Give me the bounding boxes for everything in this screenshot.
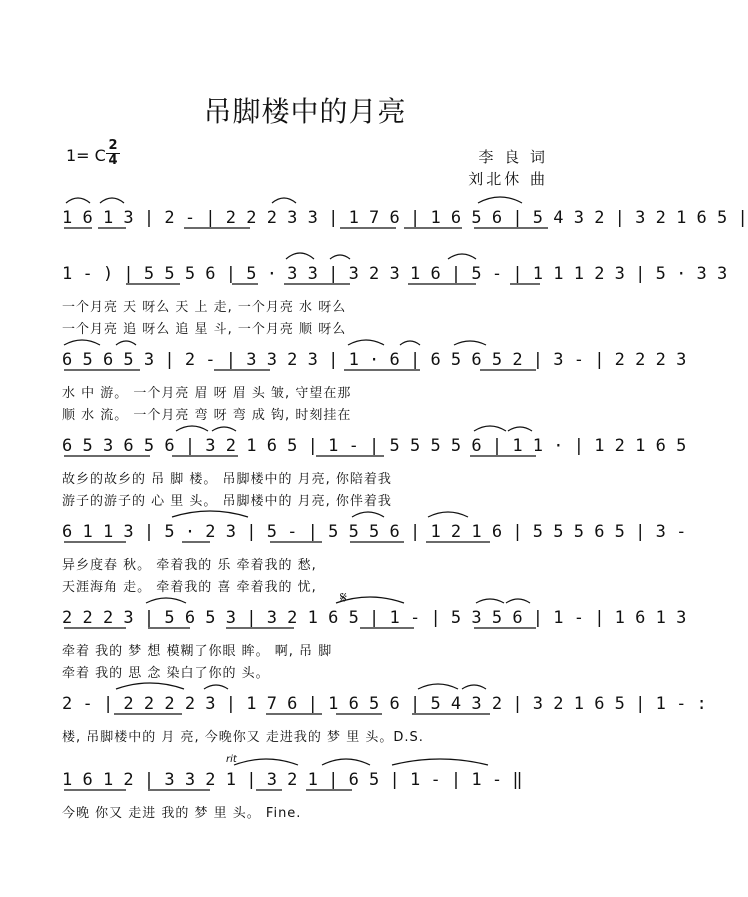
notation-line: 6 1 1 3 | 5 · 2 3 | 5 - | 5 5 5 6 | 1 2 1 6 | 5 5 5 6 5 | 3 -	[62, 522, 687, 542]
lyric-verse-1: 楼, 吊脚楼中的 月 亮, 今晚你又 走进我的 梦 里 头。D.S.	[62, 730, 424, 745]
lyric-verse-2: 牵着 我的 思 念 染白了你的 头。	[62, 666, 270, 681]
score-row-6	[62, 588, 687, 681]
notation-line: 6 5 3 6 5 6 | 3 2 1 6 5 | 1 - | 5 5 5 5 6 | 1 1 · | 1 2 1 6 5	[62, 436, 687, 456]
lyric-verse-1: 牵着 我的 梦 想 模糊了你眼 眸。 啊, 吊 脚	[62, 644, 333, 659]
time-bottom: 4	[108, 153, 118, 168]
notation-line: 1 - ) | 5 5 5 6 | 5 · 3 3 | 3 2 3 1 6 | 5 - | 1 1 1 2 3 | 5 · 3 3	[62, 264, 728, 284]
lyric-verse-1: 故乡的故乡的 吊 脚 楼。 吊脚楼中的 月亮, 你陪着我	[62, 472, 392, 487]
lyric-verse-1: 水 中 游。 一个月亮 眉 呀 眉 头 皱, 守望在那	[62, 386, 352, 401]
lyric-verse-2: 游子的游子的 心 里 头。 吊脚楼中的 月亮, 你伴着我	[62, 494, 392, 509]
composer-credit: 刘北休 曲	[468, 170, 548, 188]
lyric-verse-1: 今晚 你又 走进 我的 梦 里 头。 Fine.	[62, 806, 302, 821]
notation-line: 1 6 1 2 | 3 3 2 1 | 3 2 1 | 6 5 | 1 - | 1 - ‖	[62, 770, 523, 790]
score-row-2	[62, 246, 728, 337]
time-signature	[106, 140, 120, 167]
lyric-verse-1: 一个月亮 天 呀么 天 上 走, 一个月亮 水 呀么	[62, 300, 347, 315]
score-row-7	[62, 676, 707, 752]
key-signature: 1= C	[66, 146, 106, 165]
notation-line: 2 2 2 3 | 5 6 5 3 | 3 2 1 6 5 | 1 - | 5 3 5 6 | 1 - | 1 6 1 3	[62, 608, 687, 628]
score-row-4	[62, 418, 687, 509]
time-top: 2	[108, 138, 118, 153]
segno-mark: 𝄋	[340, 588, 347, 607]
lyric-verse-2: 顺 水 流。 一个月亮 弯 呀 弯 成 钩, 时刻挂在	[62, 408, 352, 423]
lyric-verse-2: 一个月亮 追 呀么 追 星 斗, 一个月亮 顺 呀么	[62, 322, 347, 337]
score-row-5	[62, 504, 687, 595]
song-title: 吊脚楼中的月亮	[203, 95, 407, 128]
lyric-verse-2: 天涯海角 走。 牵着我的 喜 牵着我的 忧,	[62, 580, 317, 595]
notation-line: 1 6 1 3 | 2 - | 2 2 2 3 3 | 1 7 6 | 1 6 5 6 | 5 4 3 2 | 3 2 1 6 5 |	[62, 208, 748, 228]
score-row-8	[62, 752, 556, 828]
score-row-3	[62, 332, 687, 423]
notation-line: 2 - | 2 2 2 2 3 | 1 7 6 | 1 6 5 6 | 5 4 3 2 | 3 2 1 6 5 | 1 - :	[62, 694, 707, 714]
lyric-verse-1: 异乡度春 秋。 牵着我的 乐 牵着我的 愁,	[62, 558, 317, 573]
notation-line: 6 5 6 5 3 | 2 - | 3 3 2 3 | 1 · 6 | 6 5 6 5 2 | 3 - | 2 2 2 3	[62, 350, 687, 370]
lyricist-credit: 李 良 词	[478, 148, 548, 166]
rit-mark: rit	[226, 754, 237, 765]
